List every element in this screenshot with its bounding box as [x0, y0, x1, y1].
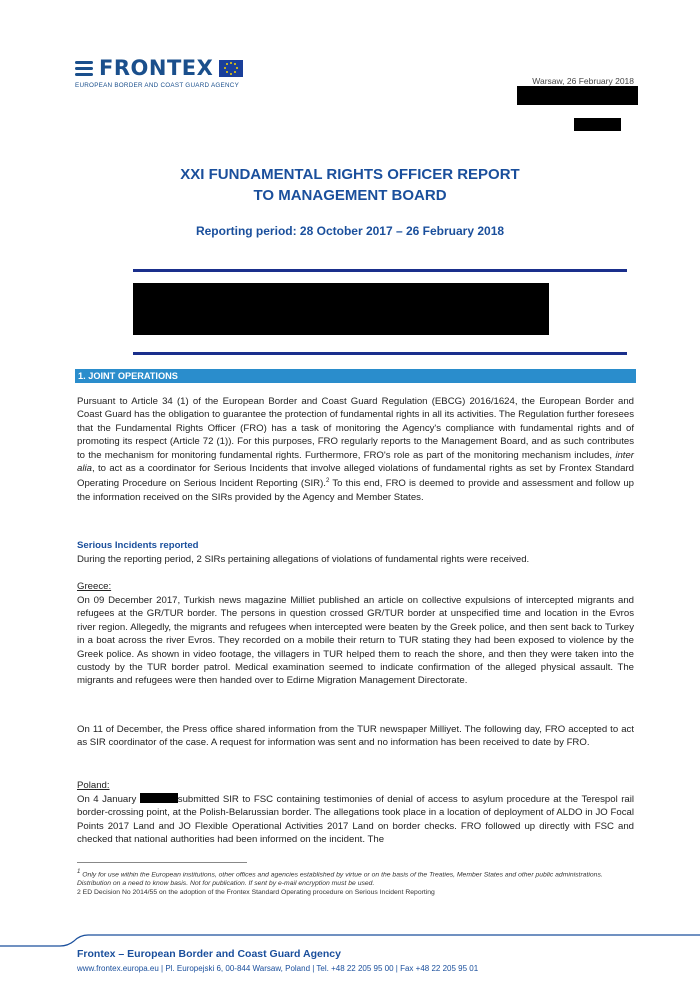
document-date: Warsaw, 26 February 2018 — [532, 76, 634, 86]
redaction-inline — [140, 793, 178, 803]
footnote-divider — [77, 862, 247, 863]
intro-paragraph: Pursuant to Article 34 (1) of the European Border and Coast Guard Regulation (EBCG) 2016/1624, the European Border and Coast Guard has the obligation to guarantee the protection of fundamental rights in all its activities. The Regulation further foresees that the Fundamental Rights Officer (FRO) has a task of monitoring the Agency's compliance with fundamental rights and of promoting its respect (Article 72 (1)). For this purposes, FRO regularly reports to the Management Board, and as such contributes to the mechanism for monitoring fundamental rights. Furthermore, FRO's role as part of the monitoring mechanism includes, inter alia, to act as a coordinator for Serious Incidents that involve alleged violations of fundamental rights as set by Frontex Standard Operating Procedure on Serious Incident Reporting (SIR).$^2$ To this end, FRO is deemed to provide and assessment and follow up the information received on the SIRs provided by the Agency and Member States. — [77, 396, 634, 504]
footer-contact: www.frontex.europa.eu | Pl. Europejski 6, 00-844 Warsaw, Poland | Tel. +48 22 205 95 00 | Fax +48 22 205 95 01 — [77, 964, 479, 973]
eu-flag-icon — [219, 60, 243, 77]
footnote-2: 2 ED Decision No 2014/55 on the adoption of the Frontex Standard Operating procedure on Serious Incident Reporting — [77, 889, 435, 896]
footer-curve — [0, 918, 700, 948]
serious-incidents-heading: Serious Incidents reported — [77, 540, 199, 551]
logo-wordmark: FRONTEX — [99, 56, 214, 80]
frontex-logo — [75, 56, 243, 89]
divider — [133, 352, 627, 355]
reporting-period: Reporting period: 28 October 2017 – 26 February 2018 — [195, 224, 505, 238]
country-label-poland: Poland: — [77, 780, 110, 791]
country-label-greece: Greece: — [77, 581, 112, 592]
poland-paragraph: On 4 January submitted SIR to FSC containing testimonies of denial of access to asylum procedure at the Terespol rail border-crossing point, at the Polish-Belarussian border. The allegations took place in a location of deployment of ALDO in JO Focal Points 2017 Land and JO Flexible Operational Activities 2017 Land on border checks. FRO followed up directly with FSC and checked that national authorities had been informed on the incident. The — [77, 794, 634, 846]
wave-icon — [75, 59, 95, 77]
footnote-1: $^1$ Only for use within the European institutions, other offices and agencies established by virtue or on the basis of the Treaties, Member States and other public administrations. Distribution on a need to know basis. Not for publication. If sent by e-mail encryption must be used. — [77, 869, 603, 888]
section-heading: 1. JOINT OPERATIONS — [75, 369, 636, 383]
footer-title: Frontex – European Border and Coast Guard Agency — [77, 948, 341, 960]
redaction-block — [133, 283, 549, 335]
redaction-block — [574, 118, 621, 131]
serious-incidents-text: During the reporting period, 2 SIRs pertaining allegations of violations of fundamental rights were received. — [77, 554, 530, 565]
greece-paragraph-2: On 11 of December, the Press office shared information from the TUR newspaper Milliyet. The following day, FRO accepted to act as SIR coordinator of the case. A request for information was sent and no information has been received to date by FRO. — [77, 724, 634, 749]
greece-paragraph: On 09 December 2017, Turkish news magazine Milliet published an article on collective expulsions of intercepted migrants and refugees at the GR/TUR border. The persons in question crossed GR/TUR border at unspecified time and location in the Evros river region. Allegedly, the migrants and refugees when intercepted were beaten by the Greek police, and then sent back to Turkey in a boat across the river Evros. They recorded on a mobile their return to TUR stating they had been exposed to violence by the Greek police. As shown in video footage, the villagers in TUR helped them to reach the shore, and then they were taken into the custody by the TUR border patrol. Medical examination seemed to indicate confirmation of the alleged physical assault. The migrants and refugees were then handed over to Edirne Migration Management Directorate. — [77, 595, 634, 687]
logo-subtitle: EUROPEAN BORDER AND COAST GUARD AGENCY — [75, 82, 240, 89]
divider — [133, 269, 627, 272]
report-title: XXI FUNDAMENTAL RIGHTS OFFICER REPORT TO MANAGEMENT BOARD — [180, 166, 520, 204]
redaction-block — [517, 86, 638, 105]
